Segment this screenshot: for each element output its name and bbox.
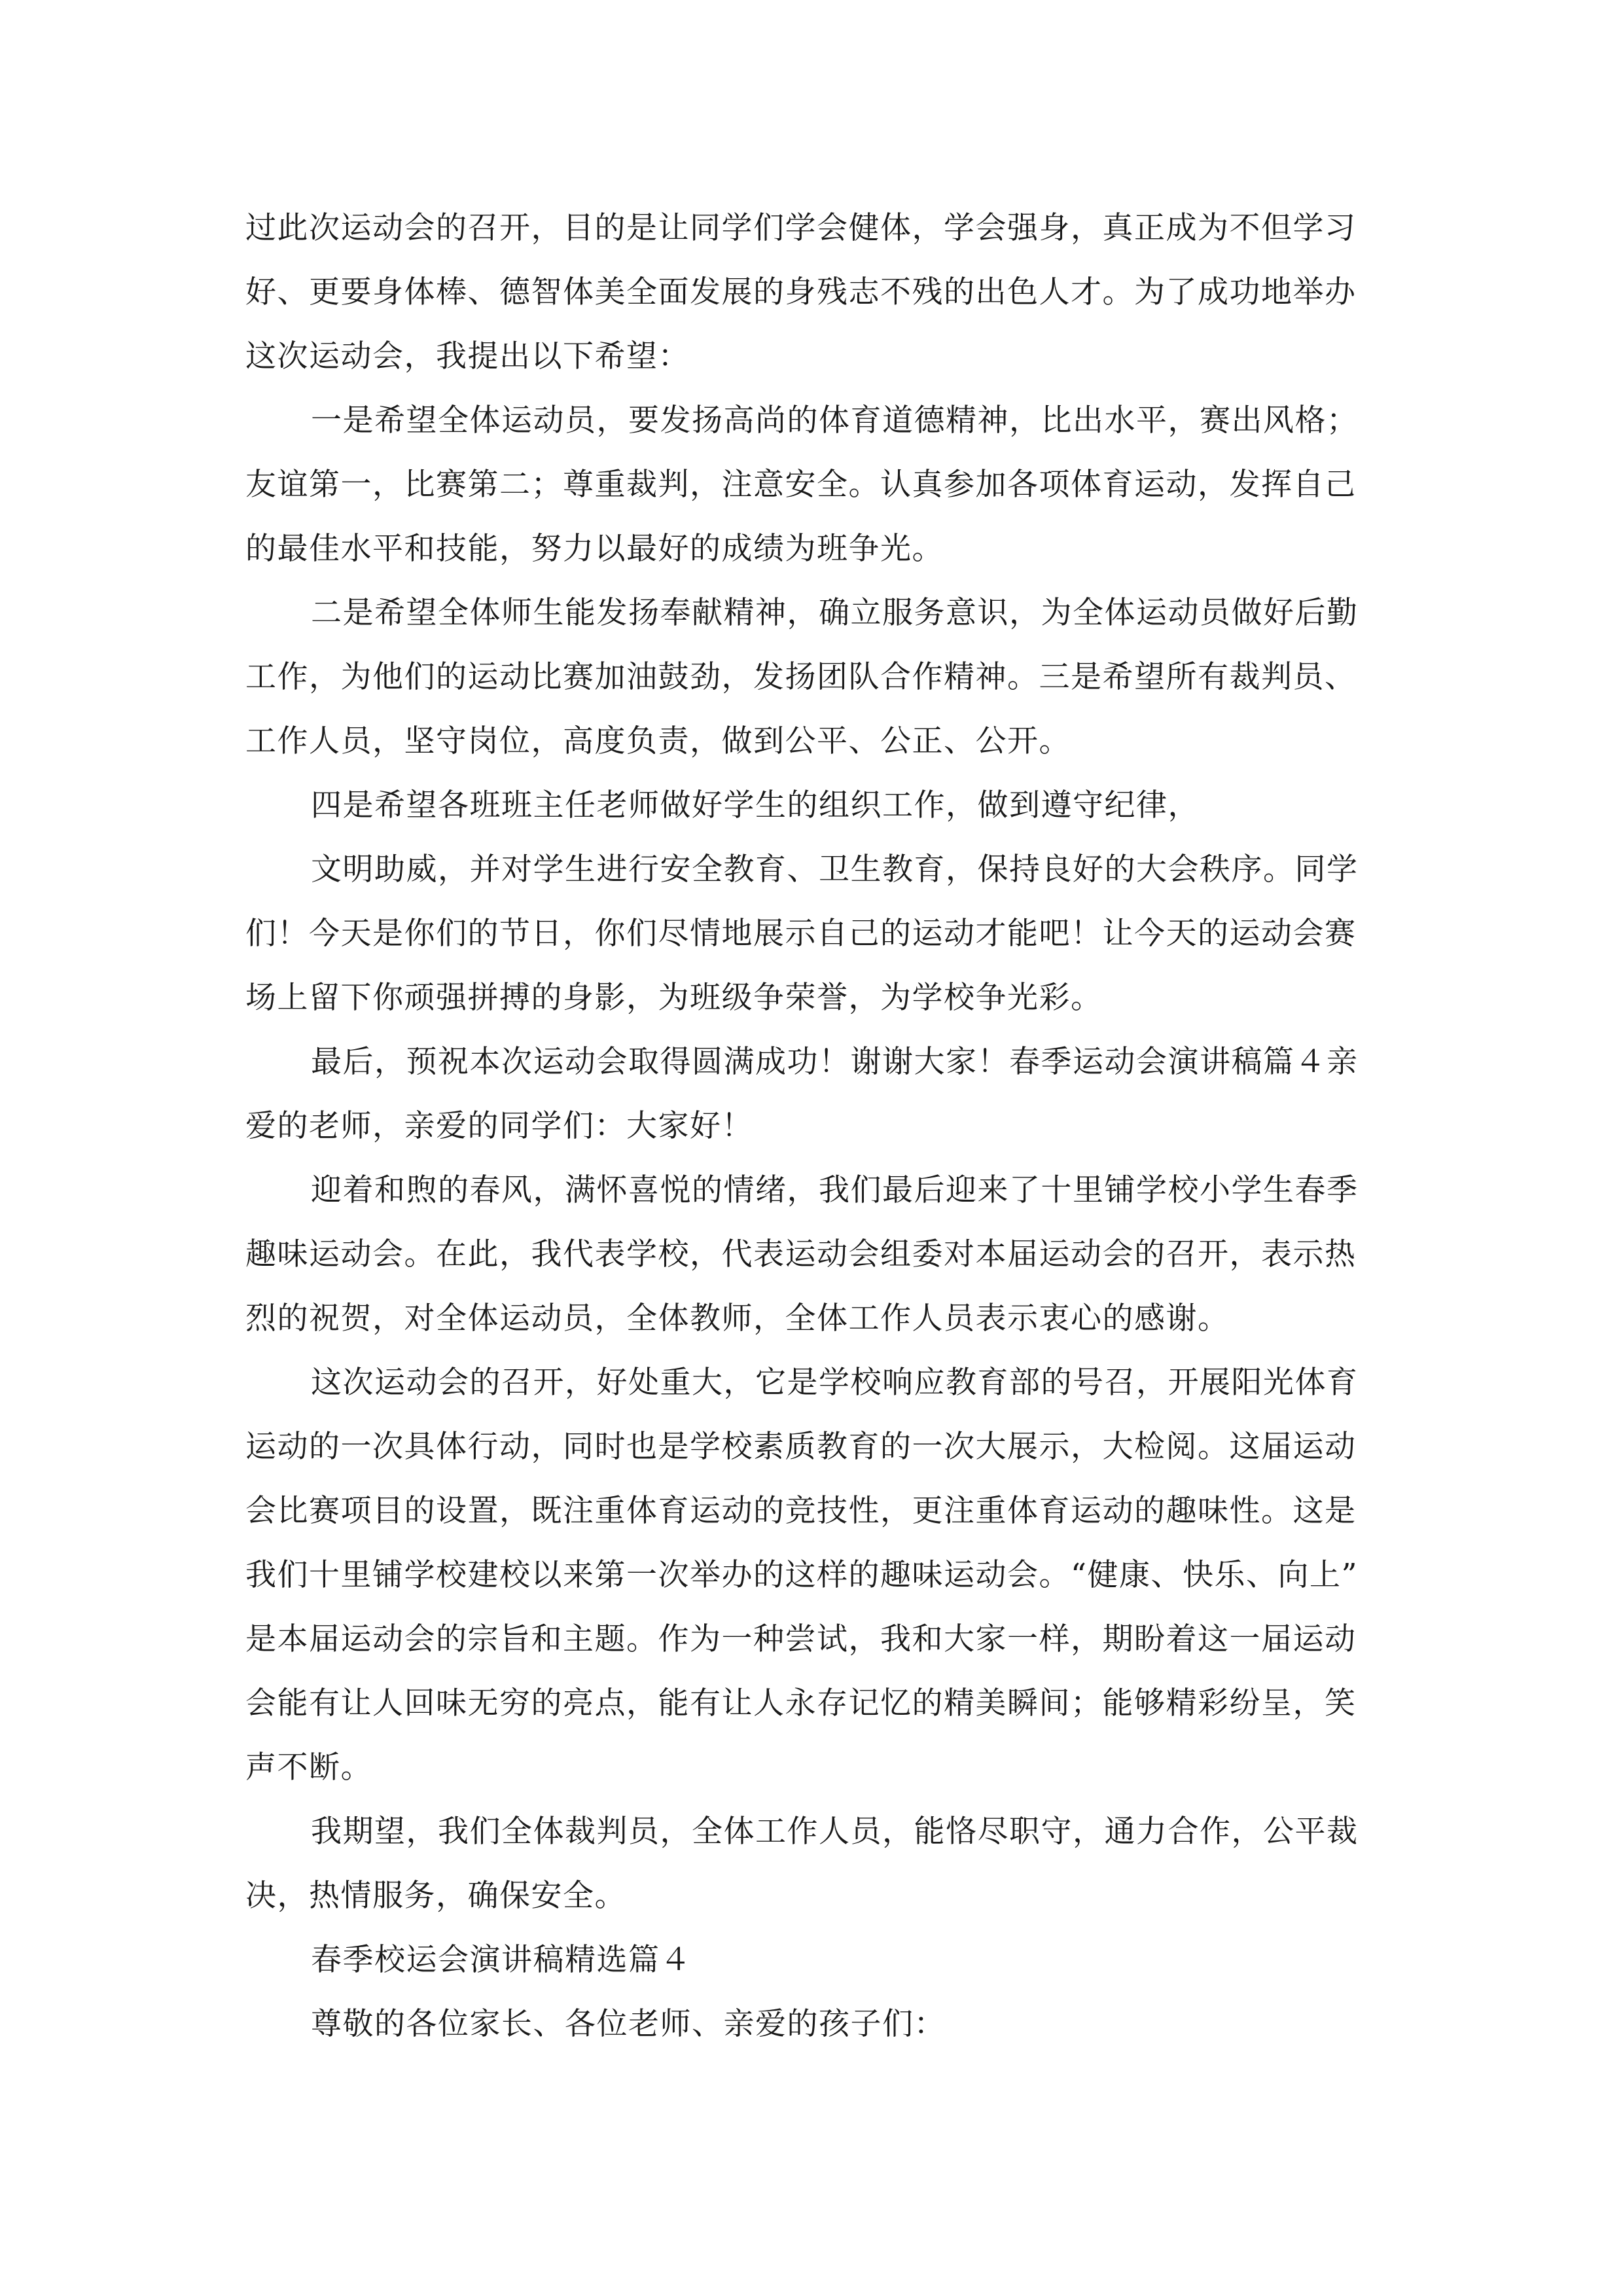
paragraph-start-line: 二是希望全体师生能发扬奉献精神，确立服务意识，为全体运动员做好后勤 (311, 595, 1359, 631)
paragraph-start-line: 最后，预祝本次运动会取得圆满成功！谢谢大家！春季运动会演讲稿篇４亲 (311, 1044, 1359, 1080)
text-line: 趣味运动会。在此，我代表学校，代表运动会组委对本届运动会的召开，表示热 (245, 1236, 1357, 1272)
text-line: 会比赛项目的设置，既注重体育运动的竞技性，更注重体育运动的趣味性。这是 (245, 1493, 1357, 1529)
salutation-line: 尊敬的各位家长、各位老师、亲爱的孩子们： (311, 2006, 946, 2042)
text-line: 我们十里铺学校建校以来第一次举办的这样的趣味运动会。“健康、快乐、向上” (245, 1557, 1359, 1593)
text-line: 们！今天是你们的节日，你们尽情地展示自己的运动才能吧！让今天的运动会赛 (245, 916, 1357, 952)
section-heading: 春季校运会演讲稿精选篇４ (311, 1942, 692, 1978)
text-line: 好、更要身体棒、德智体美全面发展的身残志不残的出色人才。为了成功地举办 (245, 274, 1357, 310)
paragraph-start-line: 我期望，我们全体裁判员，全体工作人员，能恪尽职守，通力合作，公平裁 (311, 1814, 1359, 1850)
paragraph-start-line: 迎着和煦的春风，满怀喜悦的情绪，我们最后迎来了十里铺学校小学生春季 (311, 1172, 1359, 1208)
text-line: 决，热情服务，确保安全。 (245, 1878, 626, 1914)
paragraph-start-line: 这次运动会的召开，好处重大，它是学校响应教育部的号召，开展阳光体育 (311, 1365, 1359, 1401)
paragraph-start-line: 四是希望各班班主任老师做好学生的组织工作，做到遵守纪律， (311, 787, 1200, 823)
text-line: 工作人员，坚守岗位，高度负责，做到公平、公正、公开。 (245, 723, 1071, 759)
text-line: 会能有让人回味无穷的亮点，能有让人永存记忆的精美瞬间；能够精彩纷呈，笑 (245, 1685, 1357, 1721)
text-line: 声不断。 (245, 1749, 372, 1785)
text-line: 运动的一次具体行动，同时也是学校素质教育的一次大展示，大检阅。这届运动 (245, 1429, 1357, 1465)
paragraph-start-line: 一是希望全体运动员，要发扬高尚的体育道德精神，比出水平，赛出风格； (311, 403, 1359, 439)
paragraph-start-line: 文明助威，并对学生进行安全教育、卫生教育，保持良好的大会秩序。同学 (311, 852, 1359, 888)
text-line: 工作，为他们的运动比赛加油鼓劲，发扬团队合作精神。三是希望所有裁判员、 (245, 659, 1357, 695)
text-line: 烈的祝贺，对全体运动员，全体教师，全体工作人员表示衷心的感谢。 (245, 1300, 1230, 1336)
text-line: 场上留下你顽强拼搏的身影，为班级争荣誉，为学校争光彩。 (245, 980, 1103, 1016)
text-line: 过此次运动会的召开，目的是让同学们学会健体，学会强身，真正成为不但学习 (245, 210, 1357, 246)
text-line: 这次运动会，我提出以下希望： (245, 338, 690, 374)
text-line: 友谊第一，比赛第二；尊重裁判，注意安全。认真参加各项体育运动，发挥自己 (245, 467, 1357, 503)
text-line: 的最佳水平和技能，努力以最好的成绩为班争光。 (245, 531, 944, 567)
text-line: 是本届运动会的宗旨和主题。作为一种尝试，我和大家一样，期盼着这一届运动 (245, 1621, 1357, 1657)
text-line: 爱的老师，亲爱的同学们：大家好！ (245, 1108, 753, 1144)
